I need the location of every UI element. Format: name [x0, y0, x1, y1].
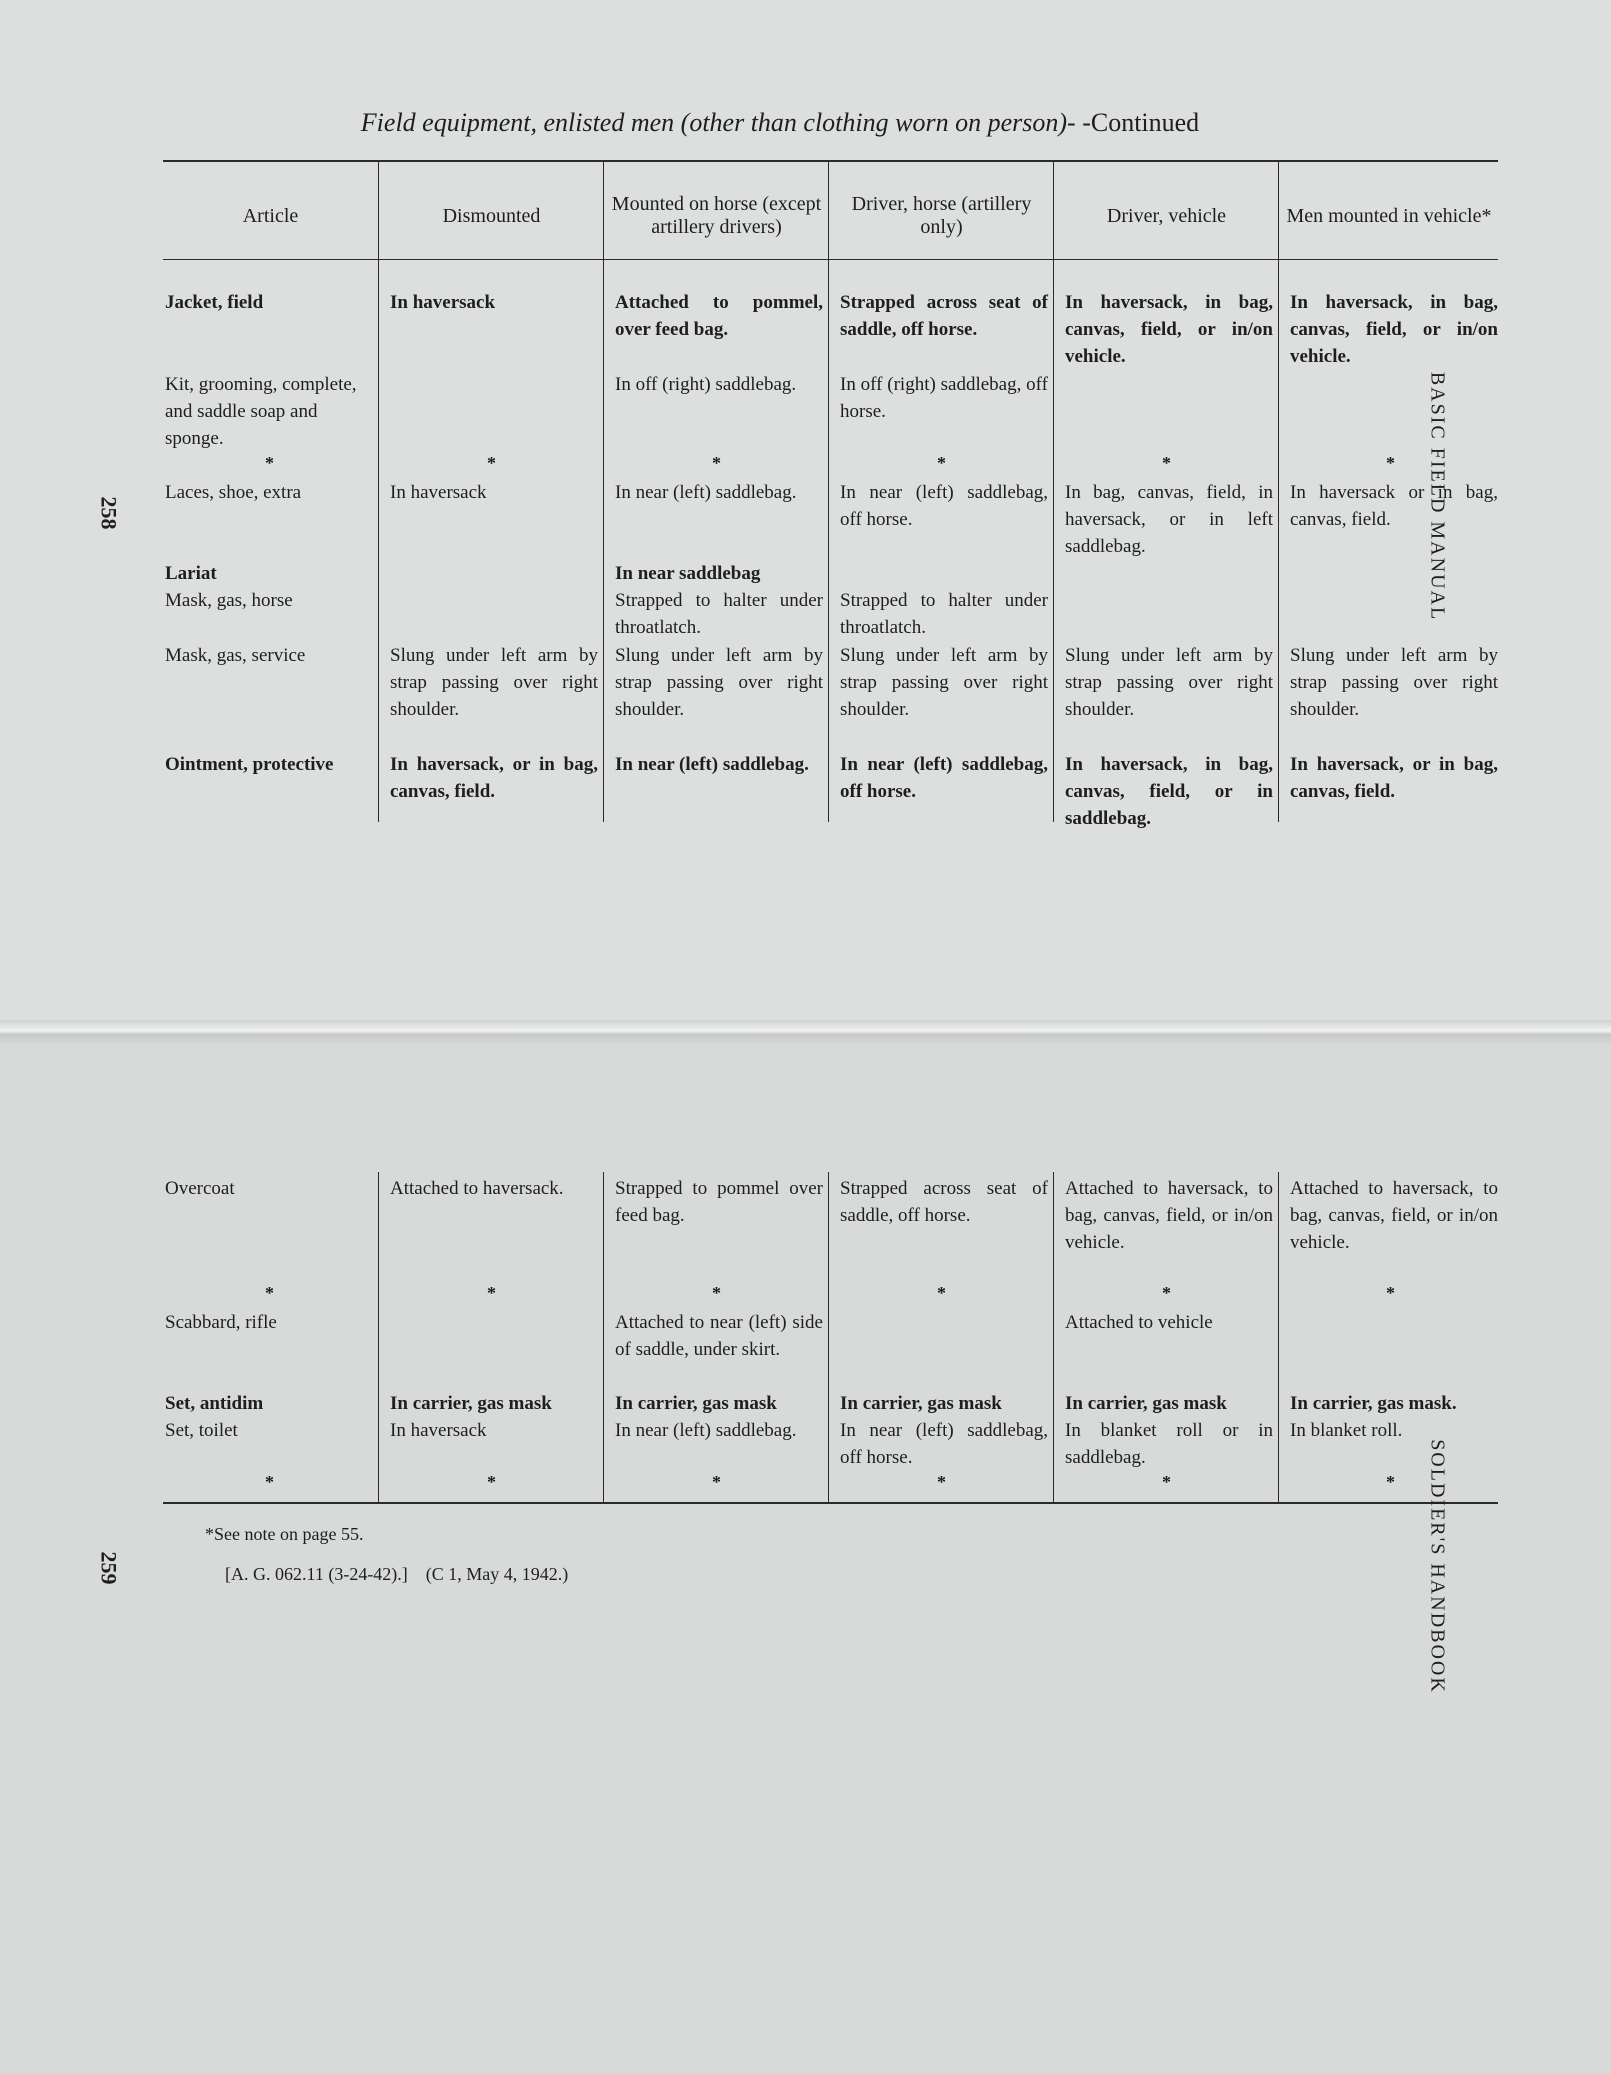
continuation-star: * [937, 453, 946, 473]
table-cell: In blanket roll or in saddlebag. [1065, 1420, 1273, 1468]
column-header-dismounted: Dismounted [442, 204, 541, 227]
article-overcoat: Overcoat [165, 1178, 235, 1199]
table-title-text: Field equipment, enlisted men (other than clothing worn on person) [360, 108, 1068, 137]
article-kit-grooming: Kit, grooming, complete, and saddle soap and sponge. [165, 374, 357, 449]
table-cell: Strapped across seat of saddle, off horse. [840, 292, 1048, 340]
column-header-driver-horse: Driver, horse (artillery only) [851, 193, 1032, 238]
column-divider [1053, 1172, 1054, 1502]
table-cell: Attached to haversack, to bag, canvas, field, or in/on vehicle. [1290, 1178, 1498, 1253]
article-ointment-protective: Ointment, protective [165, 754, 334, 775]
table-cell: Strapped to pommel over feed bag. [615, 1178, 823, 1226]
page-number-top: 258 [96, 496, 122, 530]
table-cell: Attached to near (left) side of saddle, under skirt. [615, 1312, 823, 1360]
table-cell: Attached to pommel, over feed bag. [615, 292, 823, 340]
continuation-star: * [1162, 453, 1171, 473]
table-title-suffix: - -Continued [1067, 108, 1200, 137]
table-cell: In blanket roll. [1290, 1420, 1403, 1441]
column-divider [378, 1172, 379, 1502]
column-divider [1278, 162, 1279, 822]
column-header-men-mounted: Men mounted in vehicle* [1286, 204, 1492, 227]
column-divider [603, 1172, 604, 1502]
table-cell: In bag, canvas, field, in haversack, or in left saddlebag. [1065, 482, 1273, 557]
continuation-star: * [1162, 1283, 1171, 1303]
page-fold [0, 1020, 1611, 1044]
table-cell: Slung under left arm by strap passing over right shoulder. [840, 645, 1048, 720]
continuation-star: * [487, 1472, 496, 1492]
continuation-star: * [712, 453, 721, 473]
table-cell: In near (left) saddlebag, off horse. [840, 1420, 1048, 1468]
article-jacket-field: Jacket, field [165, 292, 264, 313]
table-cell: In haversack [390, 292, 496, 313]
article-set-antidim: Set, antidim [165, 1393, 264, 1414]
citation: [A. G. 062.11 (3-24-42).] (C 1, May 4, 1942.) [225, 1564, 569, 1584]
table-cell: In haversack or in bag, canvas, field. [1290, 482, 1498, 530]
running-head-top: BASIC FIELD MANUAL [1426, 371, 1449, 622]
table-cell: In near (left) saddlebag. [615, 754, 809, 775]
table-cell: Strapped to halter under throatlatch. [615, 590, 823, 638]
table-cell: In near (left) saddlebag, off horse. [840, 754, 1048, 802]
table-cell: In haversack [390, 482, 487, 503]
continuation-star: * [1386, 1283, 1395, 1303]
table-cell: In haversack, in bag, canvas, field, or in saddlebag. [1065, 754, 1273, 829]
table-cell: In haversack, or in bag, canvas, field. [1290, 754, 1498, 802]
table-cell: In near (left) saddlebag. [615, 1420, 797, 1441]
column-divider [1278, 1172, 1279, 1502]
article-mask-gas-horse: Mask, gas, horse [165, 590, 293, 611]
table-cell: In off (right) saddlebag, off horse. [840, 374, 1048, 422]
table-cell: Slung under left arm by strap passing over right shoulder. [390, 645, 598, 720]
table-cell: Attached to haversack, to bag, canvas, field, or in/on vehicle. [1065, 1178, 1273, 1253]
continuation-star: * [712, 1472, 721, 1492]
continuation-star: * [265, 1472, 274, 1492]
table-cell: Strapped to halter under throatlatch. [840, 590, 1048, 638]
continuation-star: * [265, 1283, 274, 1303]
column-header-driver-vehicle: Driver, vehicle [1106, 204, 1227, 227]
continuation-star: * [265, 453, 274, 473]
table-cell: In haversack, or in bag, canvas, field. [390, 754, 598, 802]
table-cell: In carrier, gas mask [840, 1393, 1002, 1414]
article-set-toilet: Set, toilet [165, 1420, 238, 1441]
column-header-mounted-on-horse: Mounted on horse (except artillery drivers) [611, 193, 822, 238]
article-mask-gas-service: Mask, gas, service [165, 645, 306, 666]
table-cell: In carrier, gas mask [615, 1393, 777, 1414]
column-header-article: Article [242, 204, 299, 227]
footnote: *See note on page 55. [205, 1524, 364, 1544]
column-divider [1053, 162, 1054, 822]
article-laces-shoe: Laces, shoe, extra [165, 482, 302, 503]
continuation-star: * [487, 1283, 496, 1303]
continuation-star: * [937, 1472, 946, 1492]
table-cell: In haversack [390, 1420, 487, 1441]
continuation-star: * [487, 453, 496, 473]
continuation-star: * [1386, 1472, 1395, 1492]
continuation-star: * [1386, 453, 1395, 473]
continuation-star: * [937, 1283, 946, 1303]
table-cell: In haversack, in bag, canvas, field, or in/on vehicle. [1290, 292, 1498, 367]
table-cell: Slung under left arm by strap passing over right shoulder. [1065, 645, 1273, 720]
continuation-star: * [712, 1283, 721, 1303]
table-cell: Slung under left arm by strap passing over right shoulder. [1290, 645, 1498, 720]
page-number-bottom: 259 [96, 1551, 122, 1585]
table-title [160, 108, 1400, 138]
table-cell: In haversack, in bag, canvas, field, or in/on vehicle. [1065, 292, 1273, 367]
table-cell: In near (left) saddlebag. [615, 482, 797, 503]
table-cell: In near saddlebag [615, 563, 761, 584]
article-lariat: Lariat [165, 563, 217, 584]
continuation-star: * [1162, 1472, 1171, 1492]
table-cell: Attached to haversack. [390, 1178, 564, 1199]
table-cell: In off (right) saddlebag. [615, 374, 797, 395]
column-divider [828, 162, 829, 822]
table-cell: Slung under left arm by strap passing over right shoulder. [615, 645, 823, 720]
article-scabbard-rifle: Scabbard, rifle [165, 1312, 277, 1333]
table-cell: In carrier, gas mask. [1290, 1393, 1457, 1414]
table-cell: In near (left) saddlebag, off horse. [840, 482, 1048, 530]
column-divider [603, 162, 604, 822]
bottom-rule [163, 1502, 1498, 1504]
header-rule [163, 259, 1498, 260]
column-divider [378, 162, 379, 822]
top-rule [163, 160, 1498, 162]
table-cell: Strapped across seat of saddle, off horse. [840, 1178, 1048, 1226]
table-cell: Attached to vehicle [1065, 1312, 1213, 1333]
running-head-bottom: SOLDIER'S HANDBOOK [1426, 1439, 1449, 1694]
column-divider [828, 1172, 829, 1502]
table-cell: In carrier, gas mask [1065, 1393, 1227, 1414]
table-cell: In carrier, gas mask [390, 1393, 552, 1414]
